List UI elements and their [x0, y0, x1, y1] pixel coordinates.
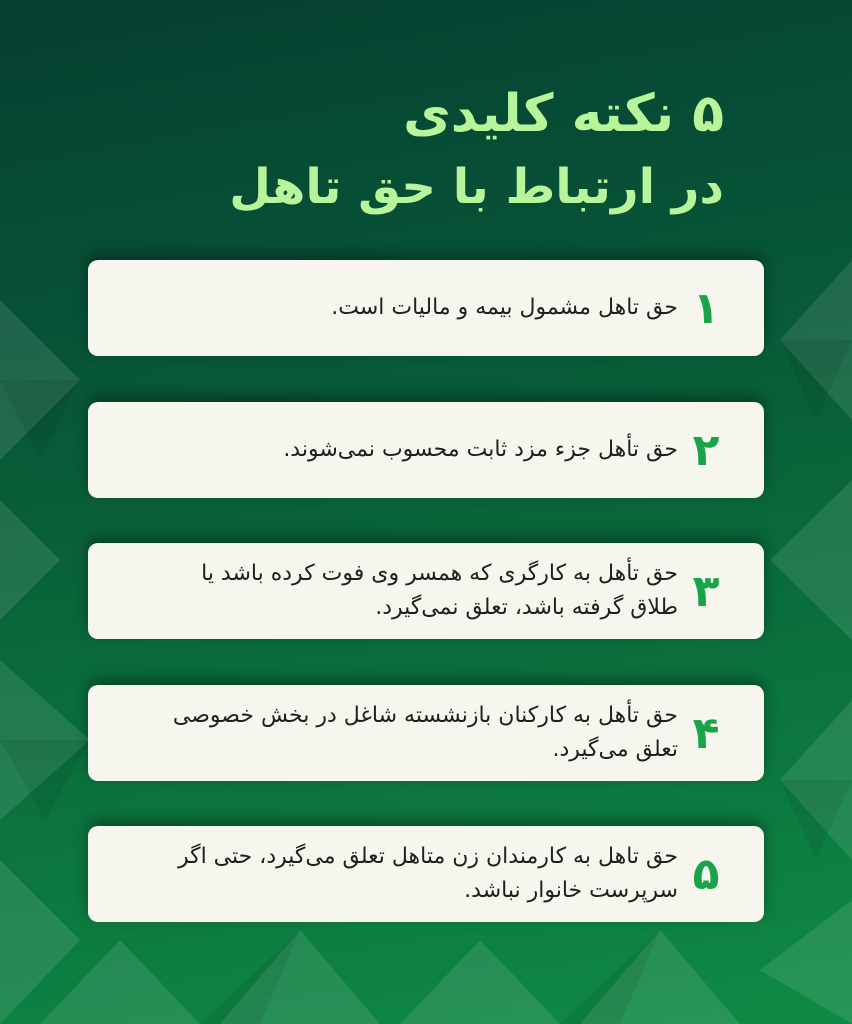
point-text-5: حق تاهل به کارمندان زن متاهل تعلق می‌گیرد، حتی اگر سرپرست خانوار نباشد. — [177, 844, 678, 903]
point-text-1: حق تاهل مشمول بیمه و مالیات است. — [331, 295, 678, 320]
point-number-2: ۲ — [692, 424, 720, 476]
point-card-3 — [88, 543, 764, 639]
point-card-4 — [88, 685, 764, 781]
title-line-1: ۵ نکته کلیدی — [403, 84, 724, 144]
point-number-4: ۴ — [692, 707, 720, 759]
point-card-1 — [88, 260, 764, 356]
point-text-3: حق تأهل به کارگری که همسر وی فوت کرده باشد یا طلاق گرفته باشد، تعلق نمی‌گیرد. — [201, 561, 678, 620]
title-line-2: در ارتباط با حق تاهل — [229, 159, 724, 215]
title-block — [124, 78, 724, 220]
point-text-2: حق تأهل جزء مزد ثابت محسوب نمی‌شوند. — [283, 437, 678, 462]
point-number-5: ۵ — [692, 848, 720, 900]
point-text-4: حق تأهل به کارکنان بازنشسته شاغل در بخش خصوصی تعلق می‌گیرد. — [172, 703, 678, 762]
point-card-5 — [88, 826, 764, 922]
point-card-2 — [88, 402, 764, 498]
point-number-1: ۱ — [692, 282, 720, 334]
point-number-3: ۳ — [692, 565, 720, 617]
